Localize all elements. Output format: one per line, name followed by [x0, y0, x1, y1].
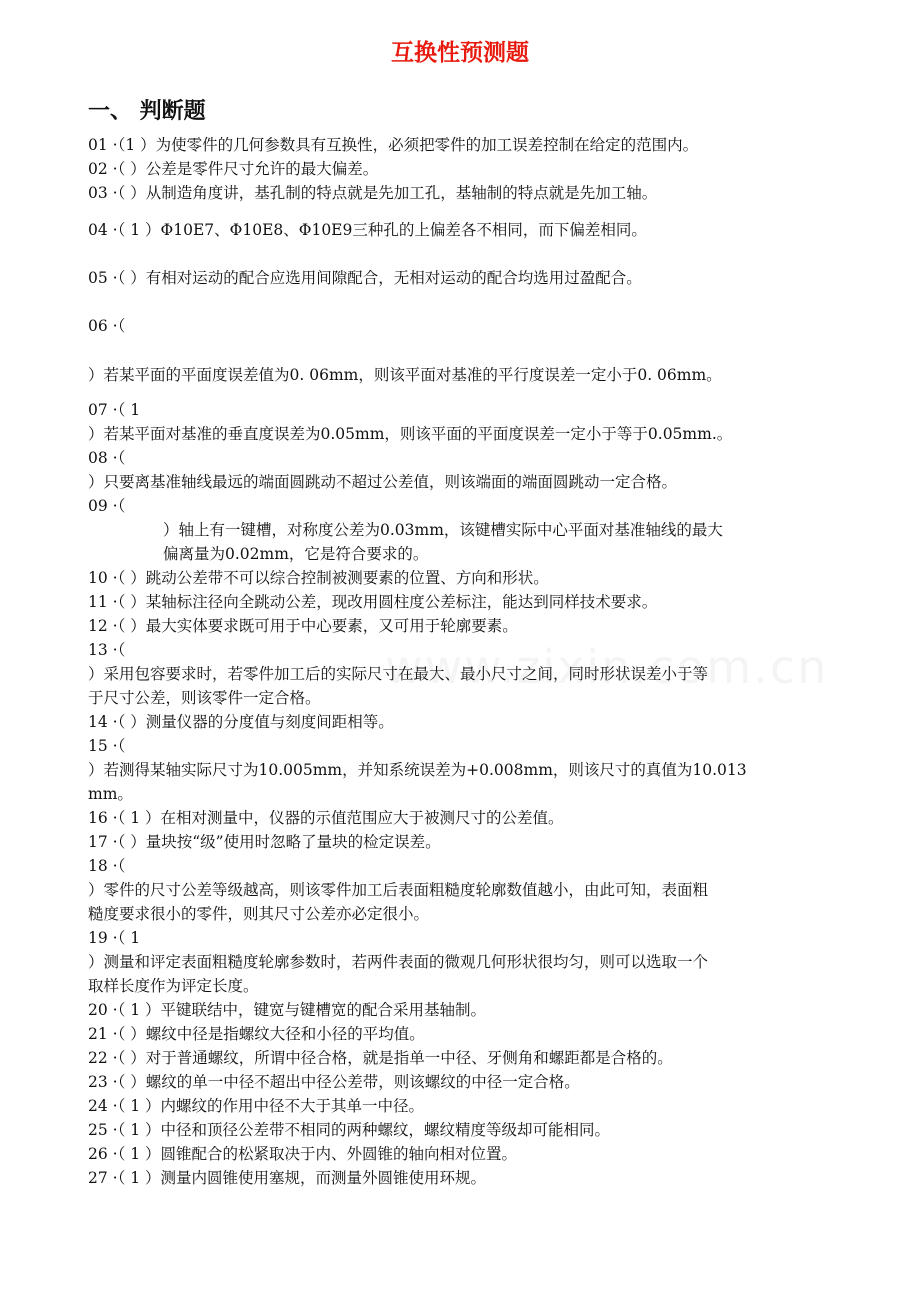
- question-line: 04 ·（ 1 ）Φ10E7、Φ10E8、Φ10E9三种孔的上偏差各不相同，而下偏差相同。: [88, 221, 647, 239]
- question-line: 05 ·（ ）有相对运动的配合应选用间隙配合，无相对运动的配合均选用过盈配合。: [88, 269, 642, 287]
- question-line: 24 ·（ 1 ）内螺纹的作用中径不大于其单一中径。: [88, 1097, 425, 1115]
- question-line: 14 ·（ ）测量仪器的分度值与刻度间距相等。: [88, 713, 394, 731]
- question-line: 11 ·（ ）某轴标注径向全跳动公差，现改用圆柱度公差标注，能达到同样技术要求。: [88, 593, 658, 611]
- question-line: 10 ·（ ）跳动公差带不可以综合控制被测要素的位置、方向和形状。: [88, 569, 549, 587]
- question-line: 23 ·（ ）螺纹的单一中径不超出中径公差带，则该螺纹的中径一定合格。: [88, 1073, 580, 1091]
- question-line: 糙度要求很小的零件，则其尺寸公差亦必定很小。: [88, 905, 430, 923]
- question-line: 03 ·（ ）从制造角度讲，基孔制的特点就是先加工孔，基轴制的特点就是先加工轴。: [88, 184, 658, 202]
- question-line: 取样长度作为评定长度。: [88, 977, 259, 995]
- question-line: 于尺寸公差，则该零件一定合格。: [88, 689, 321, 707]
- question-line: 07 ·（ 1: [88, 401, 141, 419]
- question-line: ）测量和评定表面粗糙度轮廓参数时，若两件表面的微观几何形状很均匀，则可以选取一个: [88, 953, 709, 971]
- question-line: 15 ·（: [88, 737, 126, 755]
- question-line: ）只要离基准轴线最远的端面圆跳动不超过公差值，则该端面的端面圆跳动一定合格。: [88, 473, 678, 491]
- question-line: ）采用包容要求时，若零件加工后的实际尺寸在最大、最小尺寸之间，同时形状误差小于等: [88, 665, 709, 683]
- question-line: 偏离量为0.02mm，它是符合要求的。: [163, 545, 429, 563]
- question-line: ）若测得某轴实际尺寸为10.005mm，并知系统误差为+0.008mm，则该尺寸的真值为10.013: [88, 761, 747, 779]
- question-line: 21 ·（ ）螺纹中径是指螺纹大径和小径的平均值。: [88, 1025, 425, 1043]
- question-line: 22 ·（ ）对于普通螺纹，所谓中径合格，就是指单一中径、牙侧角和螺距都是合格的。: [88, 1049, 673, 1067]
- question-line: 08 ·（: [88, 449, 126, 467]
- question-line: 06 ·（: [88, 317, 126, 335]
- question-line: 17 ·（ ）量块按“级”使用时忽略了量块的检定误差。: [88, 833, 441, 851]
- question-line: 12 ·（ ）最大实体要求既可用于中心要素，又可用于轮廓要素。: [88, 617, 518, 635]
- question-line: 26 ·（ 1 ）圆锥配合的松紧取决于内、外圆锥的轴向相对位置。: [88, 1145, 518, 1163]
- question-line: 02 ·（ ）公差是零件尺寸允许的最大偏差。: [88, 160, 379, 178]
- question-line: ）若某平面对基准的垂直度误差为0.05mm，则该平面的平面度误差一定小于等于0.05mm.。: [88, 425, 733, 443]
- question-line: 09 ·（: [88, 497, 126, 515]
- question-line: 01 ·（1 ）为使零件的几何参数具有互换性，必须把零件的加工误差控制在给定的范围内。: [88, 136, 699, 154]
- question-line: 20 ·（ 1 ）平键联结中，键宽与键槽宽的配合采用基轴制。: [88, 1001, 487, 1019]
- section-heading: 一、 判断题: [88, 99, 206, 124]
- question-line: mm。: [88, 785, 133, 803]
- question-line: 18 ·（: [88, 857, 126, 875]
- question-line: ）若某平面的平面度误差值为0. 06mm，则该平面对基准的平行度误差一定小于0. 06mm。: [88, 366, 722, 384]
- question-line: ）零件的尺寸公差等级越高，则该零件加工后表面粗糙度轮廓数值越小，由此可知，表面粗: [88, 881, 709, 899]
- question-line: 25 ·（ 1 ）中径和顶径公差带不相同的两种螺纹，螺纹精度等级却可能相同。: [88, 1121, 611, 1139]
- question-line: ）轴上有一键槽，对称度公差为0.03mm，该键槽实际中心平面对基准轴线的最大: [163, 521, 723, 539]
- question-line: 19 ·（ 1: [88, 929, 141, 947]
- document-title: 互换性预测题: [391, 40, 529, 66]
- question-line: 16 ·（ 1 ）在相对测量中，仪器的示值范围应大于被测尺寸的公差值。: [88, 809, 564, 827]
- question-line: 13 ·（: [88, 641, 126, 659]
- question-line: 27 ·（ 1 ）测量内圆锥使用塞规，而测量外圆锥使用环规。: [88, 1169, 487, 1187]
